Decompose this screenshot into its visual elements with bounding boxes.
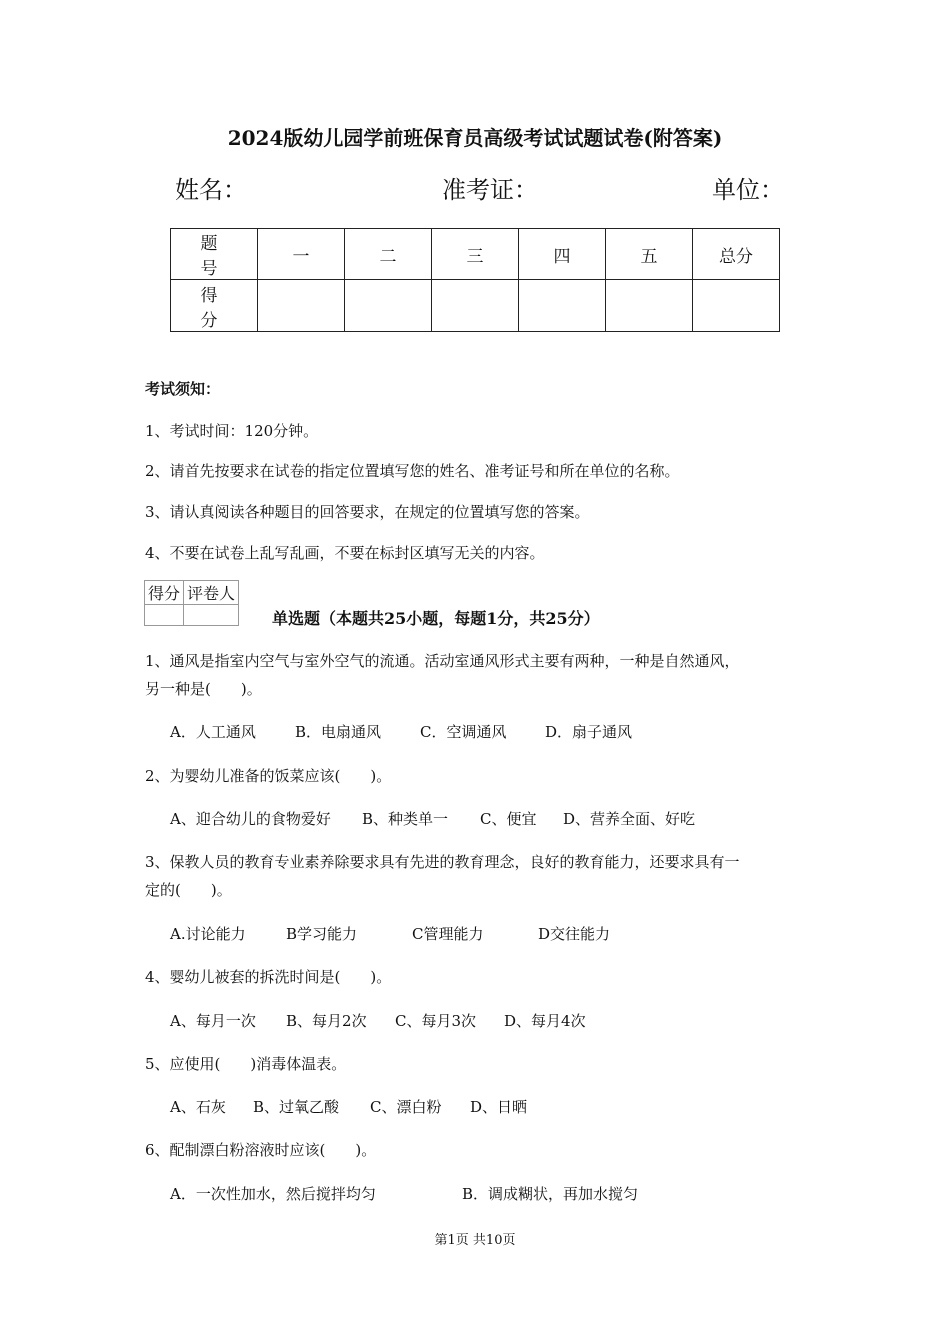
score-cell[interactable] [258,280,345,332]
grader-score-cell[interactable] [145,605,184,626]
notice-item: 1、考试时间：120分钟。 [145,422,319,440]
question-option: A．人工通风 [170,723,256,741]
question-text: 3、保教人员的教育专业素养除要求具有先进的教育理念，良好的教育能力，还要求具有一 [145,853,740,871]
unit-field-label: 单位： [712,176,784,204]
question-text: 1、通风是指室内空气与室外空气的流通。活动室通风形式主要有两种，一种是自然通风， [145,652,740,670]
score-table-header-cell: 二 [345,229,432,280]
question-option: C、每月3次 [395,1012,477,1030]
question-option: D、每月4次 [504,1012,586,1030]
question-option: C、漂白粉 [370,1098,442,1116]
notice-item: 4、不要在试卷上乱写乱画，不要在标封区填写无关的内容。 [145,544,545,562]
grader-name-label: 评卷人 [184,581,239,605]
question-option: D．扇子通风 [545,723,633,741]
score-table-header-cell: 题 号 [171,229,258,280]
question-option: A.讨论能力 [170,925,246,943]
question-option: A、迎合幼儿的食物爱好 [170,810,331,828]
score-table-header-cell: 总分 [693,229,780,280]
name-field-label: 姓名： [175,176,247,204]
score-cell[interactable] [606,280,693,332]
question-option: B．调成糊状，再加水搅匀 [462,1185,639,1203]
question-option: C、便宜 [480,810,537,828]
exam-id-field-label: 准考证： [442,176,538,204]
question-option: B．电扇通风 [295,723,382,741]
score-table-header-row [171,229,780,280]
notice-item: 3、请认真阅读各种题目的回答要求，在规定的位置填写您的答案。 [145,503,590,521]
score-table-header-cell: 一 [258,229,345,280]
score-table-score-row [171,280,780,332]
grader-name-cell[interactable] [184,605,239,626]
score-table [170,228,780,332]
question-option: D、日晒 [470,1098,528,1116]
question-text: 定的( )。 [145,881,232,899]
score-table-header-cell: 四 [519,229,606,280]
score-cell[interactable] [432,280,519,332]
question-option: B学习能力 [286,925,358,943]
question-text: 4、婴幼儿被套的拆洗时间是( )。 [145,968,392,986]
document-title: 2024版幼儿园学前班保育员高级考试试题试卷(附答案) [227,126,723,150]
question-text: 6、配制漂白粉溶液时应该( )。 [145,1141,377,1159]
question-text: 5、应使用( )消毒体温表。 [145,1055,347,1073]
score-cell[interactable] [345,280,432,332]
page-footer: 第1页 共10页 [434,1233,516,1248]
question-option: A．一次性加水，然后搅拌均匀 [170,1185,376,1203]
grader-score-label: 得分 [145,581,184,605]
question-text: 另一种是( )。 [145,680,262,698]
score-table-header-cell: 三 [432,229,519,280]
grader-box [144,580,239,626]
score-row-label: 得 分 [171,280,258,332]
score-cell[interactable] [693,280,780,332]
question-text: 2、为婴幼儿准备的饭菜应该( )。 [145,767,392,785]
question-option: D交往能力 [538,925,611,943]
notice-item: 2、请首先按要求在试卷的指定位置填写您的姓名、准考证号和所在单位的名称。 [145,462,680,480]
question-option: C．空调通风 [420,723,507,741]
section-title: 单选题（本题共25小题，每题1分，共25分） [272,609,600,628]
question-option: D、营养全面、好吃 [563,810,696,828]
question-option: A、石灰 [170,1098,226,1116]
question-option: B、每月2次 [286,1012,367,1030]
notice-heading: 考试须知： [145,380,221,398]
question-option: B、种类单一 [362,810,449,828]
score-table-header-cell: 五 [606,229,693,280]
question-option: C管理能力 [412,925,484,943]
question-option: A、每月一次 [170,1012,256,1030]
question-option: B、过氧乙酸 [253,1098,340,1116]
score-cell[interactable] [519,280,606,332]
